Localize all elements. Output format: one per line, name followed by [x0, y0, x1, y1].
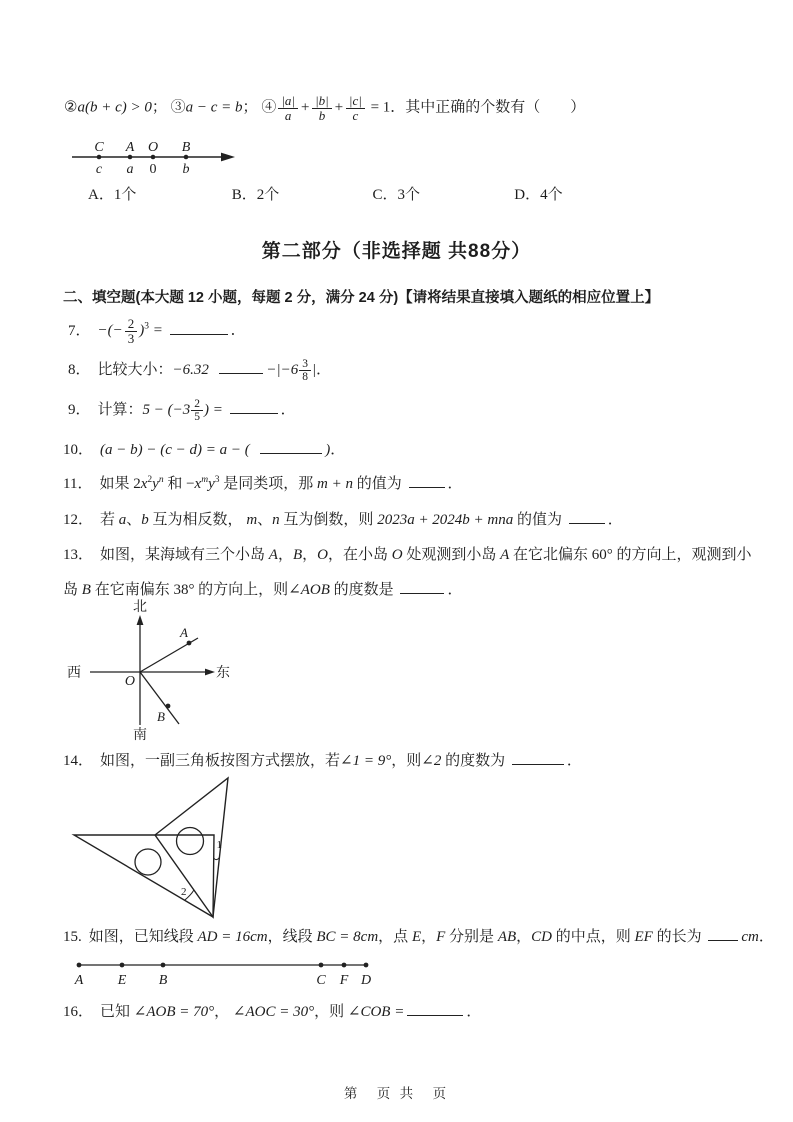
- seg-label-E: E: [117, 973, 127, 988]
- q16-angle-AOB: ∠AOB = 70°: [133, 1004, 215, 1020]
- fraction-2-3: $\frac{2}{3}$: [125, 317, 138, 345]
- circled-2: ②: [64, 99, 78, 116]
- q15-AD: AD = 16cm: [197, 929, 268, 945]
- label-east: 东: [216, 666, 230, 681]
- question-9: [68, 398, 296, 423]
- q15-text-5: 的中点，则: [552, 929, 635, 945]
- question-10: [63, 441, 345, 461]
- q7-equals: =: [149, 322, 167, 339]
- dot-E: [120, 963, 125, 968]
- q12-var-a: a: [118, 512, 127, 528]
- q11-var-y1: y: [152, 476, 159, 492]
- answer-blank-q16: [407, 1003, 463, 1016]
- q13-angle-AOB: ∠AOB: [288, 582, 330, 598]
- label-north: 北: [133, 600, 147, 615]
- q15-BC: BC = 8cm: [316, 929, 379, 945]
- q8-number: 8．: [68, 362, 91, 379]
- label-b: b: [182, 162, 190, 177]
- q8-value-right: −|−6: [266, 362, 299, 379]
- q13-text-5: 岛: [63, 582, 82, 598]
- answer-blank-q14: [512, 752, 564, 765]
- option-b: B．2个: [231, 187, 280, 203]
- q12-sep-2: 、: [257, 512, 273, 528]
- q15-CD: CD: [531, 929, 552, 945]
- q11-sup-n: n: [158, 475, 164, 485]
- q9-number: 9．: [68, 402, 91, 419]
- q13-see-A: A: [500, 547, 510, 563]
- east-arrowhead: [205, 669, 215, 676]
- question-11: [63, 475, 463, 495]
- q10-paren: ): [325, 442, 331, 458]
- q13-island-O: O: [317, 547, 328, 563]
- label-C: C: [94, 140, 104, 155]
- q15-unit: cm: [741, 929, 759, 945]
- label-origin-O: O: [124, 674, 135, 689]
- q11-expr-mn: m + n: [317, 476, 353, 492]
- q13-sep-2: ，: [302, 547, 318, 563]
- q7-exponent: 3: [144, 321, 150, 332]
- q13-text-7: 的度数是: [329, 582, 398, 598]
- label-west: 西: [67, 666, 81, 681]
- q9-expr-right: ) =: [204, 402, 227, 419]
- q12-text-4: 的值为: [513, 512, 566, 528]
- label-zero: 0: [149, 162, 157, 177]
- q15-number: 15.: [63, 929, 82, 945]
- q16-angle-COB: ∠COB =: [347, 1004, 405, 1020]
- label-O: O: [147, 140, 159, 155]
- q12-number: 12．: [63, 512, 94, 528]
- section-title: 第二部分（非选择题 共88分）: [261, 241, 532, 262]
- q11-text-1: 如果 2: [99, 476, 141, 492]
- q13-at-O: O: [391, 547, 403, 563]
- answer-blank-q13: [400, 581, 444, 594]
- q10-expr: (a − b) − (c − d) = a − (: [100, 442, 250, 458]
- seg-label-C: C: [316, 973, 326, 988]
- q9-period: ．: [280, 402, 296, 419]
- q11-text-3: 是同类项，那: [219, 476, 318, 492]
- q7-number: 7．: [68, 322, 91, 339]
- label-B: B: [181, 140, 191, 155]
- set-square-figure: [65, 773, 250, 923]
- seg-label-A: A: [74, 973, 84, 988]
- question-7: [68, 317, 246, 345]
- mc-expr-2: a(b + c) > 0: [77, 99, 152, 116]
- option-d: D．4个: [514, 187, 563, 203]
- q14-text-2: ，则: [391, 753, 422, 769]
- fraction-abs-a: $\frac{|a|}{a}$: [278, 94, 298, 122]
- q11-sup-3: 3: [214, 475, 220, 485]
- q15-text-2: ，线段: [267, 929, 317, 945]
- label-a: a: [126, 162, 134, 177]
- answer-blank-q9: [230, 401, 278, 414]
- compass-figure: [60, 597, 235, 745]
- seg-label-B: B: [158, 973, 168, 988]
- mc-sep-3: ；: [242, 99, 258, 116]
- q15-F: F: [436, 929, 446, 945]
- q13-text-2: ，在小岛: [328, 547, 392, 563]
- fraction-abs-b: $\frac{|b|}{b}$: [312, 94, 332, 122]
- q13-number: 13．: [63, 547, 94, 563]
- label-c: c: [95, 162, 103, 177]
- question-15: [63, 928, 774, 948]
- q16-text-2: ，则: [314, 1004, 348, 1020]
- answer-blank-q11: [409, 475, 445, 488]
- q8-period: ．: [316, 362, 332, 379]
- seg-label-F: F: [339, 973, 349, 988]
- q11-text-2: 和 −: [163, 476, 195, 492]
- dot-B: [161, 963, 166, 968]
- q8-value-left: −6.32: [172, 362, 209, 379]
- mc-sep-2: ；: [151, 99, 167, 116]
- q12-var-n: n: [272, 512, 280, 528]
- angle-1-label: 1: [216, 839, 222, 851]
- q7-period: ．: [230, 322, 246, 339]
- point-dot-B: [184, 155, 189, 160]
- north-arrowhead: [137, 615, 144, 625]
- q12-period: ．: [607, 512, 623, 528]
- section-instruction: 二、填空题(本大题 12 小题，每题 2 分，满分 24 分)【请将结果直接填入题纸的相应位置上】: [63, 290, 660, 306]
- q7-paren: ): [139, 322, 145, 339]
- q7-expr: −(−: [97, 322, 123, 339]
- dot-D: [364, 963, 369, 968]
- answer-blank-q7: [170, 322, 228, 335]
- mc-tail: 其中正确的个数有（ ）: [405, 99, 586, 116]
- q15-text-4: 分别是: [445, 929, 498, 945]
- question-16: [63, 1003, 481, 1023]
- circled-4: ④: [261, 99, 277, 116]
- label-point-A: A: [180, 625, 188, 640]
- numberline-figure: [63, 140, 258, 182]
- answer-blank-q8: [219, 361, 263, 374]
- q13-text-4: 在它北偏东 60° 的方向上，观测到小: [509, 547, 752, 563]
- point-A-dot: [187, 641, 192, 646]
- left-triangle: [74, 835, 214, 917]
- mc-equals-one: = 1．: [370, 99, 406, 116]
- q12-expr: 2023a + 2024b + mna: [377, 512, 514, 528]
- q13-period: ．: [447, 582, 463, 598]
- q11-var-x2: x: [194, 476, 202, 492]
- q16-text-1: 已知: [100, 1004, 134, 1020]
- q12-text-1: 若: [100, 512, 119, 528]
- circled-3: ③: [170, 99, 186, 116]
- q11-var-x1: x: [140, 476, 148, 492]
- q15-text-6: 的长为: [652, 929, 706, 945]
- q16-period: ．: [466, 1004, 482, 1020]
- answer-blank-q10: [260, 441, 322, 454]
- fraction-abs-c: $\frac{|c|}{c}$: [346, 94, 365, 122]
- q14-angle-1: ∠1 = 9°: [340, 753, 392, 769]
- question-8: [68, 358, 331, 383]
- mc-options-row: [88, 186, 563, 206]
- q8-text: 比较大小：: [97, 362, 173, 379]
- point-dot-C: [97, 155, 102, 160]
- point-dot-O: [151, 155, 156, 160]
- q15-EF: EF: [634, 929, 653, 945]
- q16-number: 16．: [63, 1004, 94, 1020]
- q13-island-A: A: [268, 547, 278, 563]
- q14-number: 14．: [63, 753, 94, 769]
- q15-AB: AB: [497, 929, 517, 945]
- q15-sep-2: ，: [516, 929, 532, 945]
- numberline-arrowhead: [221, 153, 235, 162]
- mc-expr-3: a − c = b: [185, 99, 243, 116]
- q16-angle-AOC: ∠AOC = 30°: [232, 1004, 315, 1020]
- q16-sep: ，: [214, 1004, 233, 1020]
- q15-text-1: 如图，已知线段: [88, 929, 198, 945]
- q12-var-b: b: [141, 512, 149, 528]
- q12-text-2: 互为相反数，: [148, 512, 247, 528]
- seg-label-D: D: [360, 973, 372, 988]
- fraction-3-8: $\frac{3}{8}$: [299, 358, 311, 383]
- q13-text-6: 在它南偏东 38° 的方向上，则: [90, 582, 289, 598]
- dot-F: [342, 963, 347, 968]
- q14-text-3: 的度数为: [441, 753, 509, 769]
- label-point-B: B: [157, 709, 165, 724]
- q8-abs-bar: |: [312, 362, 317, 379]
- question-14: [63, 752, 582, 772]
- label-south: 南: [133, 728, 147, 743]
- question-12: [63, 511, 623, 531]
- q12-sep-1: 、: [126, 512, 142, 528]
- option-a: A．1个: [88, 187, 137, 203]
- q13-see-B: B: [81, 582, 91, 598]
- segment-figure: [70, 950, 385, 990]
- left-triangle-hole: [135, 849, 161, 875]
- q11-period: ．: [447, 476, 463, 492]
- q9-text: 计算：: [97, 402, 143, 419]
- q13-island-B: B: [292, 547, 303, 563]
- answer-blank-q15: [708, 928, 738, 941]
- q12-text-3: 互为倒数，则: [279, 512, 378, 528]
- q15-text-3: ，点: [378, 929, 412, 945]
- q15-E: E: [411, 929, 422, 945]
- mc-question-stem: [64, 94, 585, 122]
- plus-sign: +: [333, 99, 344, 116]
- dot-A: [77, 963, 82, 968]
- q15-sep: ，: [421, 929, 437, 945]
- question-13-line1: [63, 546, 752, 566]
- dot-C: [319, 963, 324, 968]
- q13-text-3: 处观测到小岛: [402, 547, 501, 563]
- label-A: A: [125, 140, 135, 155]
- q14-period: ．: [566, 753, 582, 769]
- q11-number: 11．: [63, 476, 93, 492]
- q13-text-1: 如图，某海域有三个小岛: [100, 547, 269, 563]
- point-B-dot: [166, 704, 171, 709]
- q14-text-1: 如图，一副三角板按图方式摆放，若: [100, 753, 341, 769]
- q10-period: ．: [330, 442, 346, 458]
- angle-2-label: 2: [181, 886, 187, 898]
- answer-blank-q12: [569, 511, 605, 524]
- point-dot-A: [128, 155, 133, 160]
- q11-sup-m: m: [201, 475, 209, 485]
- option-c: C．3个: [372, 187, 421, 203]
- plus-sign: +: [299, 99, 311, 116]
- q11-sup-2: 2: [147, 475, 153, 485]
- q10-number: 10．: [63, 442, 94, 458]
- q13-sep-1: ，: [277, 547, 293, 563]
- fraction-2-5: $\frac{2}{5}$: [191, 398, 203, 423]
- q14-angle-2: ∠2: [421, 753, 442, 769]
- q15-period: ．: [758, 929, 774, 945]
- q9-expr-left: 5 − (−3: [142, 402, 191, 419]
- q12-var-m: m: [246, 512, 258, 528]
- q11-var-y2: y: [208, 476, 215, 492]
- upper-triangle-hole: [177, 828, 204, 855]
- q11-text-4: 的值为: [352, 476, 406, 492]
- page-footer: 第 页 共 页: [343, 1086, 450, 1101]
